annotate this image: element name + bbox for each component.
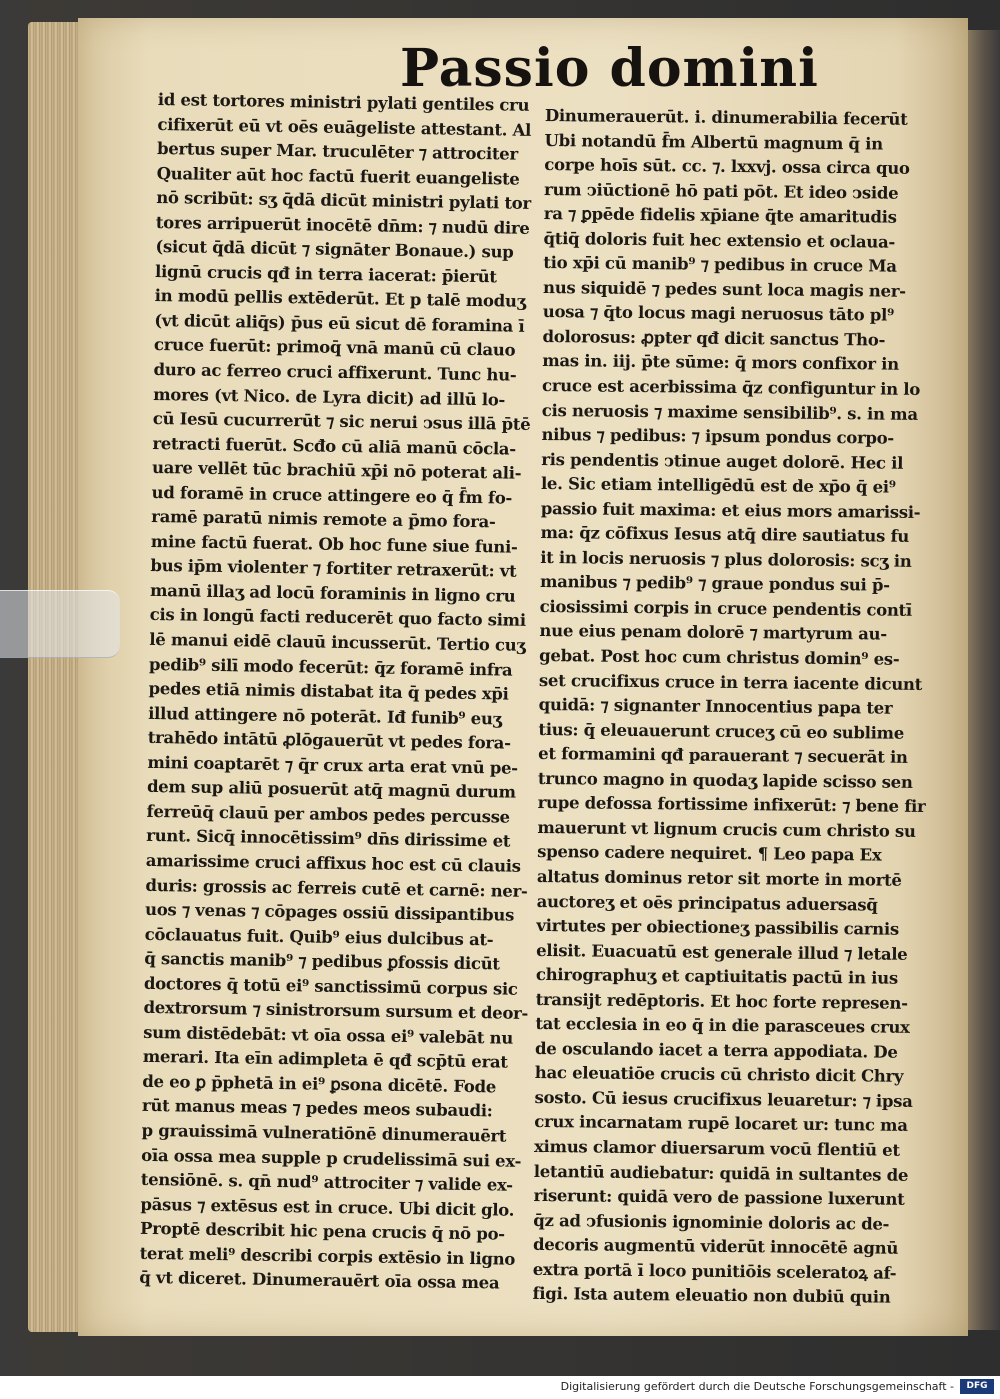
text-line: cifixerūt eū vt oēs euāgeliste attestant. Al [157, 114, 532, 140]
text-line: illud attingere nō poterāt. Iđ funib⁹ euʒ [148, 703, 502, 729]
text-line: rum ↄiūctionē hō pati pōt. Et ideo ↄside [544, 179, 899, 203]
text-line: merari. Ita eīn adimpleta ē qđ scp̄tū erat [142, 1047, 508, 1072]
text-line: trahēdo intātū ꝓlōgauerūt vt pedes fora- [147, 728, 511, 753]
page-heading: Passio domini [400, 38, 819, 99]
text-line: terat meli⁹ describi corpis extēsio in ligno [139, 1243, 516, 1269]
text-line: et formamini qđ parauerant ⁊ secuerāt in [538, 744, 908, 768]
text-line: mine factū fuerat. Ob hoc fune siue funi- [150, 531, 518, 557]
text-line: Ubi notandū f̄m Albertū magnum q̄ in [544, 130, 883, 154]
text-line: pedes etiā nimis distabat ita q̄ pedes xp̄i [148, 679, 509, 704]
text-line: nus siquidē ⁊ pedes sunt loca magis ner- [542, 277, 906, 301]
text-line: crux incarnatam rupē locaret ur: tunc ma [534, 1112, 908, 1136]
text-line: decoris augmentū viderūt innocētē agnū [532, 1235, 899, 1258]
text-line: bus ip̄m violenter ⁊ fortiter retraxerūt: vt [150, 556, 517, 582]
text-line: dextrorsum ⁊ sinistrorsum sursum et deor- [143, 998, 529, 1024]
text-line: uare vellēt tūc brachiū xp̄i nō poterat ali- [151, 458, 522, 483]
text-line: doctores q̄ totū ei⁹ sanctissimū corpus sic [143, 973, 518, 999]
text-line: nue eius penam dolorē ⁊ martyrum au- [539, 621, 887, 645]
text-line: mores (vt Nico. de Lyra dicit) ad illū lo- [153, 384, 506, 410]
text-line: in modū pellis extēderūt. Et p talē moduʒ [154, 286, 526, 312]
text-line: manibus ⁊ pedib⁹ ⁊ graue pondus sui p̄- [539, 572, 890, 596]
text-line: nibus ⁊ pedibus: ⁊ ipsum pondus corpo- [541, 425, 894, 448]
text-line: virtutes per obiectioneʒ passibilis carnis [536, 916, 899, 939]
text-line: mini coaptarēt ⁊ q̄r crux arta erat vnū pe- [147, 752, 518, 778]
text-line: hac eleuatiōe crucis cū christo dicit Chry [534, 1063, 904, 1087]
text-line: letantiū audiebatur: quidā in sultantes de [533, 1161, 909, 1185]
text-line: ramē paratū nimis remote a p̄mo fora- [151, 507, 496, 532]
text-line: sosto. Cū iesus crucifixus leuaretur: ⁊ ipsa [534, 1087, 913, 1111]
text-line: transijt redēptoris. Et hoc forte represen- [535, 989, 908, 1013]
text-line: auctoreʒ et oēs principatus aduersasq̄ [536, 891, 878, 915]
text-line: cis neruosis ⁊ maxime sensibilib⁹. s. in ma [541, 400, 918, 424]
text-line: (sicut q̄dā dicūt ⁊ signāter Bonaue.) sup [155, 237, 514, 262]
text-line: cū Iesū cucurrerūt ⁊ sic nerui ↄsus illā p̄tē [152, 409, 531, 434]
text-line: duris: grossis ac ferreis cutē et carnē: ner- [145, 875, 528, 901]
text-line: altatus dominus retor sit morte in mortē [536, 866, 902, 890]
text-line: lignū crucis qđ in terra iacerat: p̄ierūt [154, 261, 497, 287]
text-line: ciosissimi corpis in cruce pendentis contī [539, 596, 912, 620]
text-line: figi. Ista autem eleuatio non dubiū quin [532, 1284, 891, 1307]
footer-bar [0, 1376, 1000, 1399]
text-line: p grauissimā vulneratiōnē dinumerauērt [141, 1120, 507, 1146]
text-line: lē manui eidē clauū incusserūt. Tertio cuʒ [149, 629, 526, 655]
text-line: ximus clamor diuersarum vocū flentiū et [533, 1136, 900, 1160]
text-line: retracti fuerūt. Scđo cū aliā manū cōcla- [152, 433, 516, 459]
text-line: tius: q̄ eleuauerunt cruceʒ cū eo sublime [538, 719, 905, 743]
text-line: le. Sic etiam intelligēdū est de xp̄o q̄ ei⁹ [540, 474, 896, 497]
text-line: q̄ sanctis manib⁹ ⁊ pedibus ꝑfossis dicūt [144, 949, 500, 974]
text-line: corpe hoīs sūt. cc. ⁊. lxxvj. ossa circa quo [544, 155, 910, 178]
text-line: Qualiter aūt hoc factū fuerit euangeliste [156, 163, 520, 189]
text-line: q̄z ad ↄfusionis ignominie doloris ac de- [533, 1210, 890, 1234]
text-line: runt. Sicq̄ innocētissim⁹ dn̄s dirissime et [146, 826, 511, 852]
text-line: oīa ossa mea supple p crudelissimā sui ex- [141, 1145, 522, 1171]
text-line: dem sup aliū posuerūt atq̄ magnū durum [146, 777, 516, 803]
digitization-credit: Digitalisierung gefördert durch die Deutsche Forschungsgemeinschaft - [560, 1380, 954, 1393]
text-line: cis in longū facti reducerēt quo facto simi [149, 605, 526, 631]
text-line: trunco magno in quodaʒ lapide scisso sen [537, 768, 913, 792]
text-line: gebat. Post hoc cum christus domin⁹ es- [539, 646, 900, 669]
text-line: ra ⁊ ꝑpēde fidelis xp̄iane q̄te amaritudis [543, 204, 897, 227]
left-text-column [139, 88, 532, 1296]
text-line: cruce fuerūt: primoq̄ vnā manū cū clauo [153, 335, 516, 361]
text-line: amarissime cruci affixus hoc est cū clauis [145, 850, 521, 876]
text-line: elisit. Euacuatū est generale illud ⁊ letale [536, 940, 908, 964]
text-line: quidā: ⁊ signanter Innocentius papa ter [538, 695, 893, 718]
text-line: tensiōnē. s. qn̄ nud⁹ attrociter ⁊ valide ex- [140, 1169, 513, 1195]
text-line: rūt manus meas ⁊ pedes meos subaudi: [141, 1096, 493, 1121]
text-line: it in locis neruosis ⁊ plus dolorosis: scʒ in [540, 547, 912, 571]
right-text-column [532, 104, 926, 1311]
text-line: pedib⁹ silī modo fecerūt: q̄z foramē infra [148, 654, 513, 680]
text-line: passio fuit maxima: et eius mors amarissi- [540, 498, 921, 522]
text-line: cruce est acerbissima q̄z configuntur in lo [541, 376, 921, 399]
text-line: extra portā ī loco punitiōis sceleratoꝝ af- [532, 1259, 897, 1283]
text-line: nō scribūt: sʒ q̄dā dicūt ministri pylati tor [156, 188, 531, 214]
text-line: mauerunt vt lignum crucis cum christo su [537, 817, 916, 841]
text-line: id est tortores ministri pylati gentiles cru [157, 89, 530, 115]
text-line: uos ⁊ venas ⁊ cōpages ossiū dissipantibus [144, 899, 515, 925]
text-line: riserunt: quidā vero de passione luxerunt [533, 1186, 905, 1209]
text-line: pāsus ⁊ extēsus est in cruce. Ubi dicit glo. [140, 1194, 515, 1220]
page-holder-strip [0, 590, 120, 658]
text-line: Proptē describit hic pena crucis q̄ nō po- [139, 1219, 505, 1244]
text-line: ud foramē in cruce attingere eo q̄ f̄m fo- [151, 482, 513, 508]
text-line: (vt dicūt aliq̄s) p̄us eū sicut dē foramina ī [154, 310, 525, 336]
text-line: spenso cadere nequiret. ¶ Leo papa Ex [537, 842, 882, 865]
text-line: sum distēdebāt: vt oīa ossa ei⁹ valebāt nu [143, 1022, 514, 1048]
text-line: rupe defossa fortissime infixerūt: ⁊ bene fir [537, 793, 926, 817]
text-line: duro ac ferreo cruci affixerunt. Tunc hu- [153, 359, 517, 385]
text-line: uosa ⁊ q̄to locus magi neruosus tāto pl⁹ [542, 302, 895, 326]
text-line: de eo ꝑ p̄phetā in ei⁹ ꝑsona dicētē. Fode [142, 1071, 497, 1097]
text-line: mas in. iij. p̄te sūme: q̄ mors confixor in [542, 351, 899, 375]
text-line: ma: q̄z cōfixus Iesus atq̄ dire sautiatus fu [540, 523, 910, 547]
text-line: q̄ vt diceret. Dinumerauērt oīa ossa mea [139, 1268, 500, 1293]
text-line: ris pendentis ↄtinue auget dolorē. Hec il [541, 449, 904, 473]
dfg-logo: DFG [960, 1379, 994, 1394]
text-line: q̄tiq̄ doloris fuit hec extensio et oclaua- [543, 228, 896, 252]
text-line: ferreūq̄ clauū per ambos pedes percusse [146, 801, 511, 827]
text-line: de osculando iacet a terra appodiata. De [535, 1038, 898, 1062]
text-line: dolorosus: ꝓpter qđ dicit sanctus Tho- [542, 326, 886, 350]
text-line: set crucifixus cruce in terra iacente dicunt [538, 670, 923, 694]
text-line: manū illaʒ ad locū foraminis in ligno cru [149, 580, 516, 606]
text-line: tat ecclesia in eo q̄ in die parasceues crux [535, 1014, 910, 1038]
text-line: Dinumerauerūt. i. dinumerabilia fecerūt [544, 105, 908, 129]
text-line: tores arripuerūt inocētē dn̄m: ⁊ nudū dire [155, 212, 530, 238]
text-line: bertus super Mar. truculēter ⁊ attrociter [156, 139, 519, 164]
text-line: chirographuʒ et captiuitatis pactū in ius [535, 965, 898, 988]
text-line: tio xp̄i cū manib⁹ ⁊ pedibus in cruce Ma [543, 253, 897, 276]
text-line: cōclauatus fuit. Quib⁹ eius dulcibus at- [144, 924, 494, 949]
